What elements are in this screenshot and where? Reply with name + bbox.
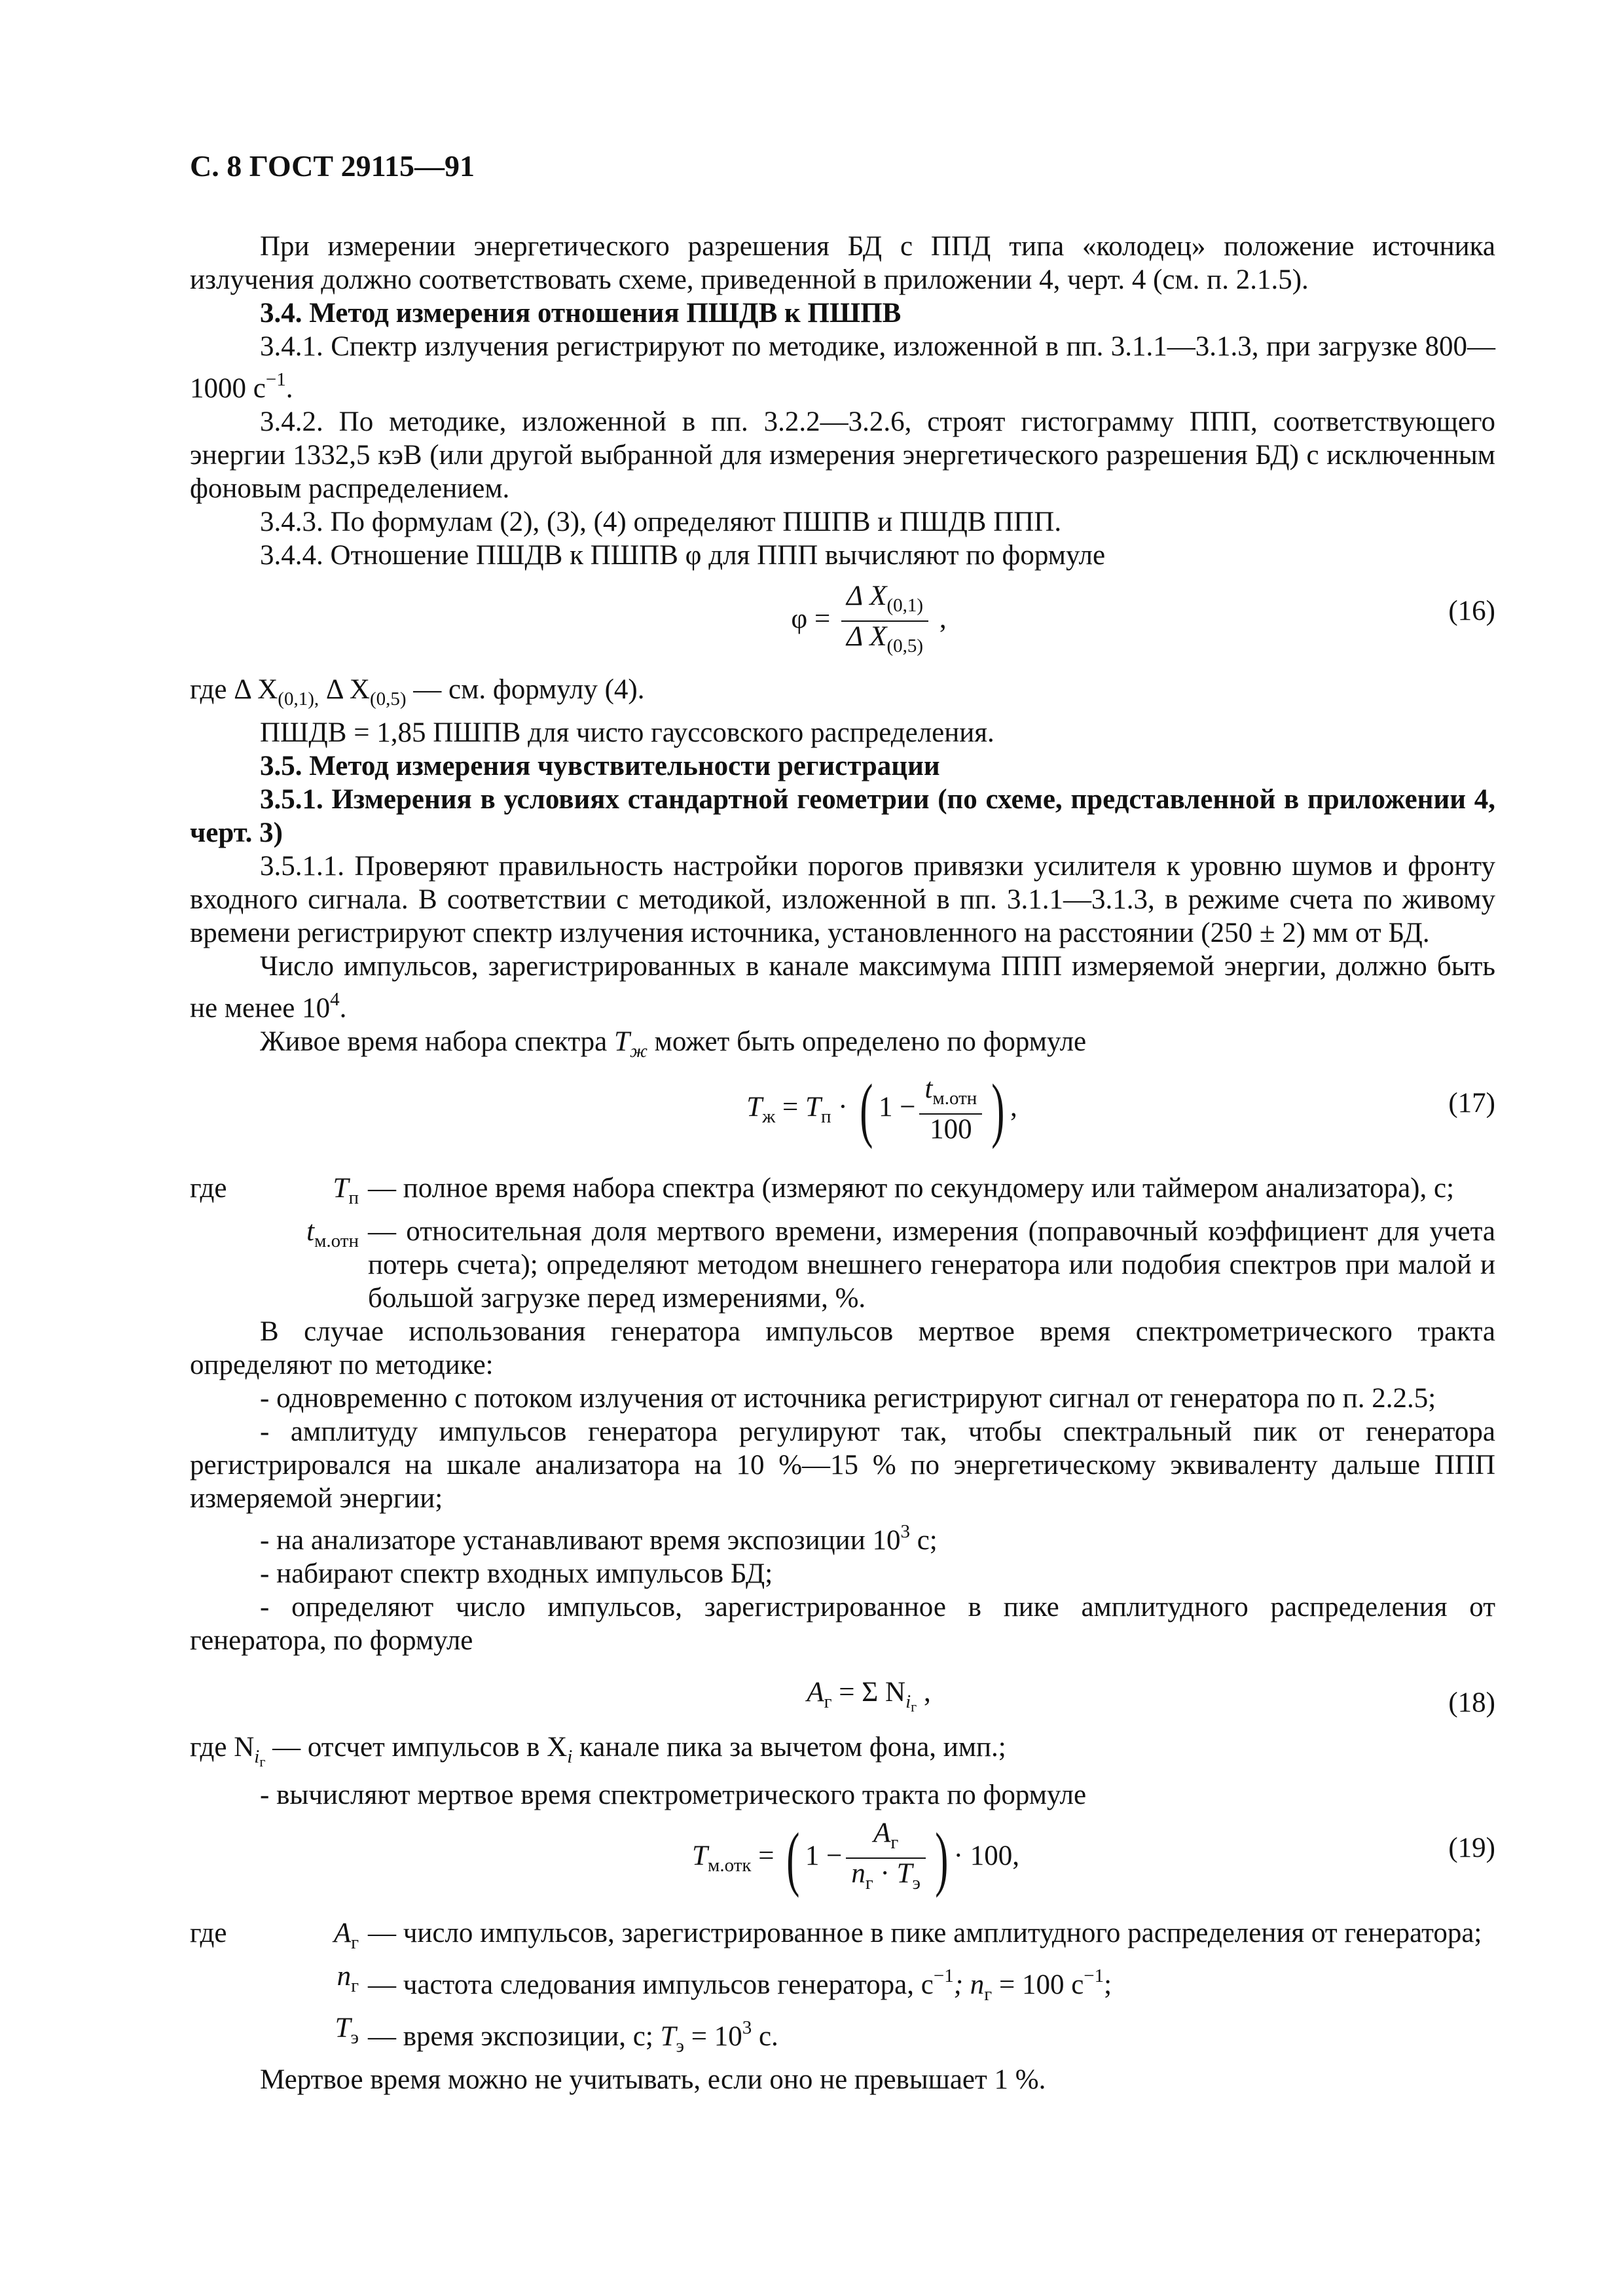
formula-16-numerator — [841, 581, 928, 622]
where19-ng-mid: ; n — [953, 1969, 985, 2000]
formula-19-where-list — [190, 1916, 1495, 2063]
where17-tp-sub: п — [348, 1187, 359, 1208]
formula-17-rhs-symbol: T — [805, 1091, 821, 1122]
paragraph-intro: При измерении энергетического разрешения БД с ППД типа «колодец» положение источника излучения должно соответствовать схеме, приведенной в приложении 4, черт. 4 (см. п. 2.1.5). — [190, 231, 1495, 295]
paragraph-live-time — [190, 1025, 1495, 1068]
section-heading-3-5-1: 3.5.1. Измерения в условиях стандартной геометрии (по схеме, представленной в приложении 4, черт. 3) — [190, 784, 1495, 848]
formula-16-den-sub: (0,5) — [886, 636, 924, 656]
formula-17-number: (17) — [1448, 1088, 1495, 1119]
live-time-pre: Живое время набора спектра — [260, 1026, 615, 1057]
where17-row-tm-text: — относительная доля мертвого времени, измерения (поправочный коэффициент для учета потерь счета); определяют методом внешнего генератора или подобия спектров при малой и большой загрузке перед измерениями, %. — [368, 1216, 1495, 1314]
where19-ng-sym: n — [337, 1961, 352, 1992]
where19-ng-sub: г — [351, 1975, 359, 1996]
live-time-sub: ж — [629, 1041, 647, 1062]
list-item-5: - определяют число импульсов, зарегистрированное в пике амплитудного распределения от генератора, по формуле — [190, 1592, 1495, 1656]
formula-16-lhs: φ = — [791, 603, 831, 634]
formula-16-expression — [190, 581, 1495, 661]
where16-sub2: (0,5) — [369, 689, 407, 709]
formula-16-tail: , — [939, 603, 947, 634]
where19-row-ag-text: — число импульсов, зарегистрированное в пике амплитудного распределения от генератора; — [368, 1918, 1482, 1948]
list-item-3-text: - на анализаторе устанавливают время экспозиции 10 — [260, 1525, 901, 1556]
formula-16-number: (16) — [1448, 596, 1495, 626]
where19-row-te-label — [190, 2011, 250, 2063]
where19-ng-end: ; — [1104, 1969, 1112, 2000]
paragraph-last: Мертвое время можно не учитывать, если оно не превышает 1 %. — [260, 2064, 1046, 2095]
formula-19-den-T: T — [896, 1858, 913, 1889]
formula-18-number: (18) — [1448, 1687, 1495, 1718]
where19-ng-text-main: — частота следования импульсов генератора, с — [368, 1969, 934, 2000]
section-heading-3-5: 3.5. Метод измерения чувствительности регистрации — [260, 751, 940, 781]
where19-row-te — [190, 2011, 1495, 2063]
formula-19-close-paren: ) — [935, 1818, 949, 1898]
paragraph-3-4-1-text: 3.4.1. Спектр излучения регистрируют по методике, изложенной в пп. 3.1.1—3.1.3, при загрузке 800—1000 с — [190, 331, 1495, 404]
section-heading-3-4: 3.4. Метод измерения отношения ПШДВ к ПШПВ — [260, 298, 902, 329]
formula-17-dot: · — [831, 1091, 855, 1122]
where18-subsub: г — [259, 1753, 266, 1770]
formula-17-num-sub: м.отн — [932, 1088, 977, 1109]
formula-19-lhs-symbol: T — [692, 1840, 708, 1871]
list-item-3 — [190, 1515, 1495, 1557]
list-item-dead-time: - вычисляют мертвое время спектрометрического тракта по формуле — [260, 1780, 1087, 1810]
where19-row-te-text — [368, 2011, 1495, 2063]
where19-te-sub2: э — [676, 2036, 684, 2056]
formula-17-num-symbol: t — [924, 1073, 933, 1104]
formula-19 — [190, 1818, 1495, 1916]
formula-19-denominator — [846, 1859, 926, 1898]
where19-row-te-symbol — [250, 2011, 368, 2063]
paragraph-3-5-1-1: 3.5.1.1. Проверяют правильность настройки порогов привязки усилителя к уровню шумов и фронту входного сигнала. В соответствии с методикой, изложенной в пп. 3.1.1—3.1.3, в режиме счета по живому времени регистрируют спектр излучения источника, установленного на расстоянии (250 ± 2) мм от БД. — [190, 851, 1495, 948]
formula-18-where — [190, 1731, 1495, 1778]
where19-ng-sup1: −1 — [933, 1965, 954, 1986]
formula-18-lhs-sub: г — [824, 1691, 832, 1712]
list-item-3-sup: 3 — [900, 1521, 910, 1542]
formula-17-lhs-symbol: T — [746, 1091, 763, 1122]
list-item-4: - набирают спектр входных импульсов БД; — [260, 1558, 773, 1589]
where19-te-T: T — [660, 2021, 676, 2052]
where19-ng-sup2: −1 — [1084, 1965, 1104, 1986]
where19-row-ng-label — [190, 1960, 250, 2011]
paragraph-3-4-1-end: . — [285, 373, 293, 404]
where19-row-ag-label: где — [190, 1918, 227, 1948]
list-item-2: - амплитуду импульсов генератора регулируют так, чтобы спектральный пик от генератора регистрировался на шкале анализатора на 10 %—15 % по энергетическому эквиваленту дальше ППП измеряемой энергии; — [190, 1416, 1495, 1514]
where17-row-tm-label — [190, 1215, 250, 1315]
formula-16-where — [190, 673, 1495, 716]
where18-pre: где N — [190, 1732, 255, 1763]
where18-post: канале пика за вычетом фона, имп.; — [572, 1732, 1006, 1763]
where19-te-text-main: — время экспозиции, с; — [368, 2021, 661, 2052]
formula-17-tail: , — [1010, 1091, 1017, 1122]
live-time-symbol: T — [614, 1026, 630, 1057]
where19-row-ag — [190, 1916, 1495, 1960]
formula-18-tail: , — [917, 1677, 931, 1708]
where16-mid: Δ X — [319, 674, 370, 705]
formula-16 — [190, 581, 1495, 673]
formula-19-open-paren: ( — [786, 1818, 800, 1898]
formula-18-mid: = Σ N — [831, 1677, 906, 1708]
where19-te-sup: 3 — [742, 2017, 752, 2038]
paragraph-3-4-4: 3.4.4. Отношение ПШДВ к ПШПВ φ для ППП вычисляют по формуле — [260, 540, 1106, 571]
where16-sub1: (0,1), — [278, 689, 319, 709]
formula-19-fraction — [846, 1818, 926, 1898]
formula-19-den-dot: · — [873, 1858, 897, 1889]
paragraph-pshdv: ПШДВ = 1,85 ПШПВ для чисто гауссовского распределения. — [260, 717, 994, 748]
formula-19-expression — [190, 1818, 1495, 1898]
where17-row-tm-symbol — [250, 1215, 368, 1315]
where19-te-sym: T — [335, 2013, 351, 2043]
where17-tm-sym: t — [306, 1216, 315, 1247]
formula-17-eq: = — [775, 1091, 806, 1122]
formula-19-number: (19) — [1448, 1833, 1495, 1863]
where17-row-tp-label: где — [190, 1173, 227, 1204]
where19-row-ng-text — [368, 1960, 1495, 2011]
formula-16-fraction — [841, 581, 928, 661]
list-item-1: - одновременно с потоком излучения от источника регистрируют сигнал от генератора по п. 2.2.5; — [260, 1383, 1436, 1414]
formula-17-close-paren: ) — [991, 1069, 1005, 1149]
paragraph-count-end: . — [339, 993, 347, 1024]
formula-18 — [190, 1668, 1495, 1731]
where17-row-tp-text: — полное время набора спектра (измеряют по секундомеру или таймером анализатора), с; — [368, 1173, 1455, 1204]
where16-post: — см. формулу (4). — [406, 674, 645, 705]
where18-mid: — отсчет импульсов в X — [265, 1732, 568, 1763]
formula-17-fraction — [919, 1074, 982, 1145]
formula-16-den-text: Δ X — [847, 621, 887, 652]
paragraph-count-sup: 4 — [330, 989, 340, 1010]
page-content — [190, 149, 1495, 2096]
where19-ag-sym: A — [333, 1918, 352, 1948]
formula-19-lhs-sub: м.отк — [707, 1854, 752, 1876]
where19-row-ag-symbol — [250, 1916, 368, 1960]
where17-row-tp-symbol — [250, 1172, 368, 1215]
where19-ag-sub: г — [351, 1932, 359, 1953]
where18-sub: i — [254, 1746, 260, 1767]
where16-pre: где Δ X — [190, 674, 278, 705]
paragraph-3-4-1 — [190, 330, 1495, 405]
formula-19-den-n-sub: г — [865, 1873, 873, 1893]
formula-17-numerator — [919, 1074, 982, 1115]
where19-row-ng — [190, 1960, 1495, 2011]
formula-16-num-sub: (0,1) — [886, 595, 924, 616]
live-time-post: может быть определено по формуле — [647, 1026, 1087, 1057]
where19-te-sub: э — [350, 2027, 359, 2048]
formula-17-one: 1 − — [878, 1091, 916, 1122]
formula-17-denominator: 100 — [930, 1114, 972, 1145]
formula-19-num-sub: г — [890, 1832, 899, 1853]
where19-ng-sub2: г — [984, 1984, 993, 2005]
formula-16-denominator — [841, 622, 928, 661]
formula-19-one: 1 − — [805, 1840, 843, 1871]
formula-19-eq: = — [751, 1840, 782, 1871]
formula-17-open-paren: ( — [860, 1069, 873, 1149]
formula-18-rhs-subsub: г — [911, 1698, 917, 1715]
where17-row-tp — [190, 1172, 1495, 1215]
formula-19-den-T-sub: э — [912, 1873, 921, 1893]
list-item-3-end: с; — [909, 1525, 938, 1556]
where18-xsub: i — [567, 1746, 573, 1767]
formula-16-num-text: Δ X — [847, 581, 887, 611]
page-header: С. 8 ГОСТ 29115—91 — [190, 149, 475, 183]
formula-19-den-n: n — [851, 1858, 866, 1889]
paragraph-3-4-2: 3.4.2. По методике, изложенной в пп. 3.2.2—3.2.6, строят гистограмму ППП, соответствующего энергии 1332,5 кэВ (или другой выбранной для измерения энергетического разрешения БД) с исключенным фоновым распределением. — [190, 406, 1495, 504]
formula-17 — [190, 1069, 1495, 1172]
formula-18-lhs-symbol: A — [807, 1677, 824, 1708]
formula-19-num-symbol: A — [873, 1818, 891, 1848]
where19-ng-eq: = 100 с — [992, 1969, 1084, 2000]
where19-row-ng-symbol — [250, 1960, 368, 2011]
formula-17-lhs-sub: ж — [762, 1105, 776, 1127]
formula-17-where-list — [190, 1172, 1495, 1315]
where19-te-end: с. — [752, 2021, 778, 2052]
formula-18-expression — [190, 1676, 1495, 1723]
paragraph-generator: В случае использования генератора импульсов мертвое время спектрометрического тракта определяют по методике: — [190, 1316, 1495, 1380]
formula-17-expression — [190, 1069, 1495, 1149]
where17-row-tm — [190, 1215, 1495, 1315]
paragraph-count — [190, 950, 1495, 1025]
paragraph-3-4-1-sup: −1 — [265, 369, 286, 390]
formula-19-tail: · 100, — [953, 1840, 1019, 1871]
where17-tp-sym: T — [333, 1173, 349, 1204]
formula-18-rhs-sub: i — [905, 1691, 911, 1712]
paragraph-3-4-3: 3.4.3. По формулам (2), (3), (4) определяют ПШПВ и ПШДВ ППП. — [260, 507, 1062, 537]
where19-te-eq: = 10 — [684, 2021, 742, 2052]
where17-tm-sub: м.отн — [314, 1230, 359, 1251]
formula-17-rhs-sub: п — [820, 1105, 831, 1127]
formula-19-numerator — [846, 1818, 926, 1859]
paragraph-count-text: Число импульсов, зарегистрированных в канале максимума ППП измеряемой энергии, должно быть не менее 10 — [190, 951, 1495, 1024]
